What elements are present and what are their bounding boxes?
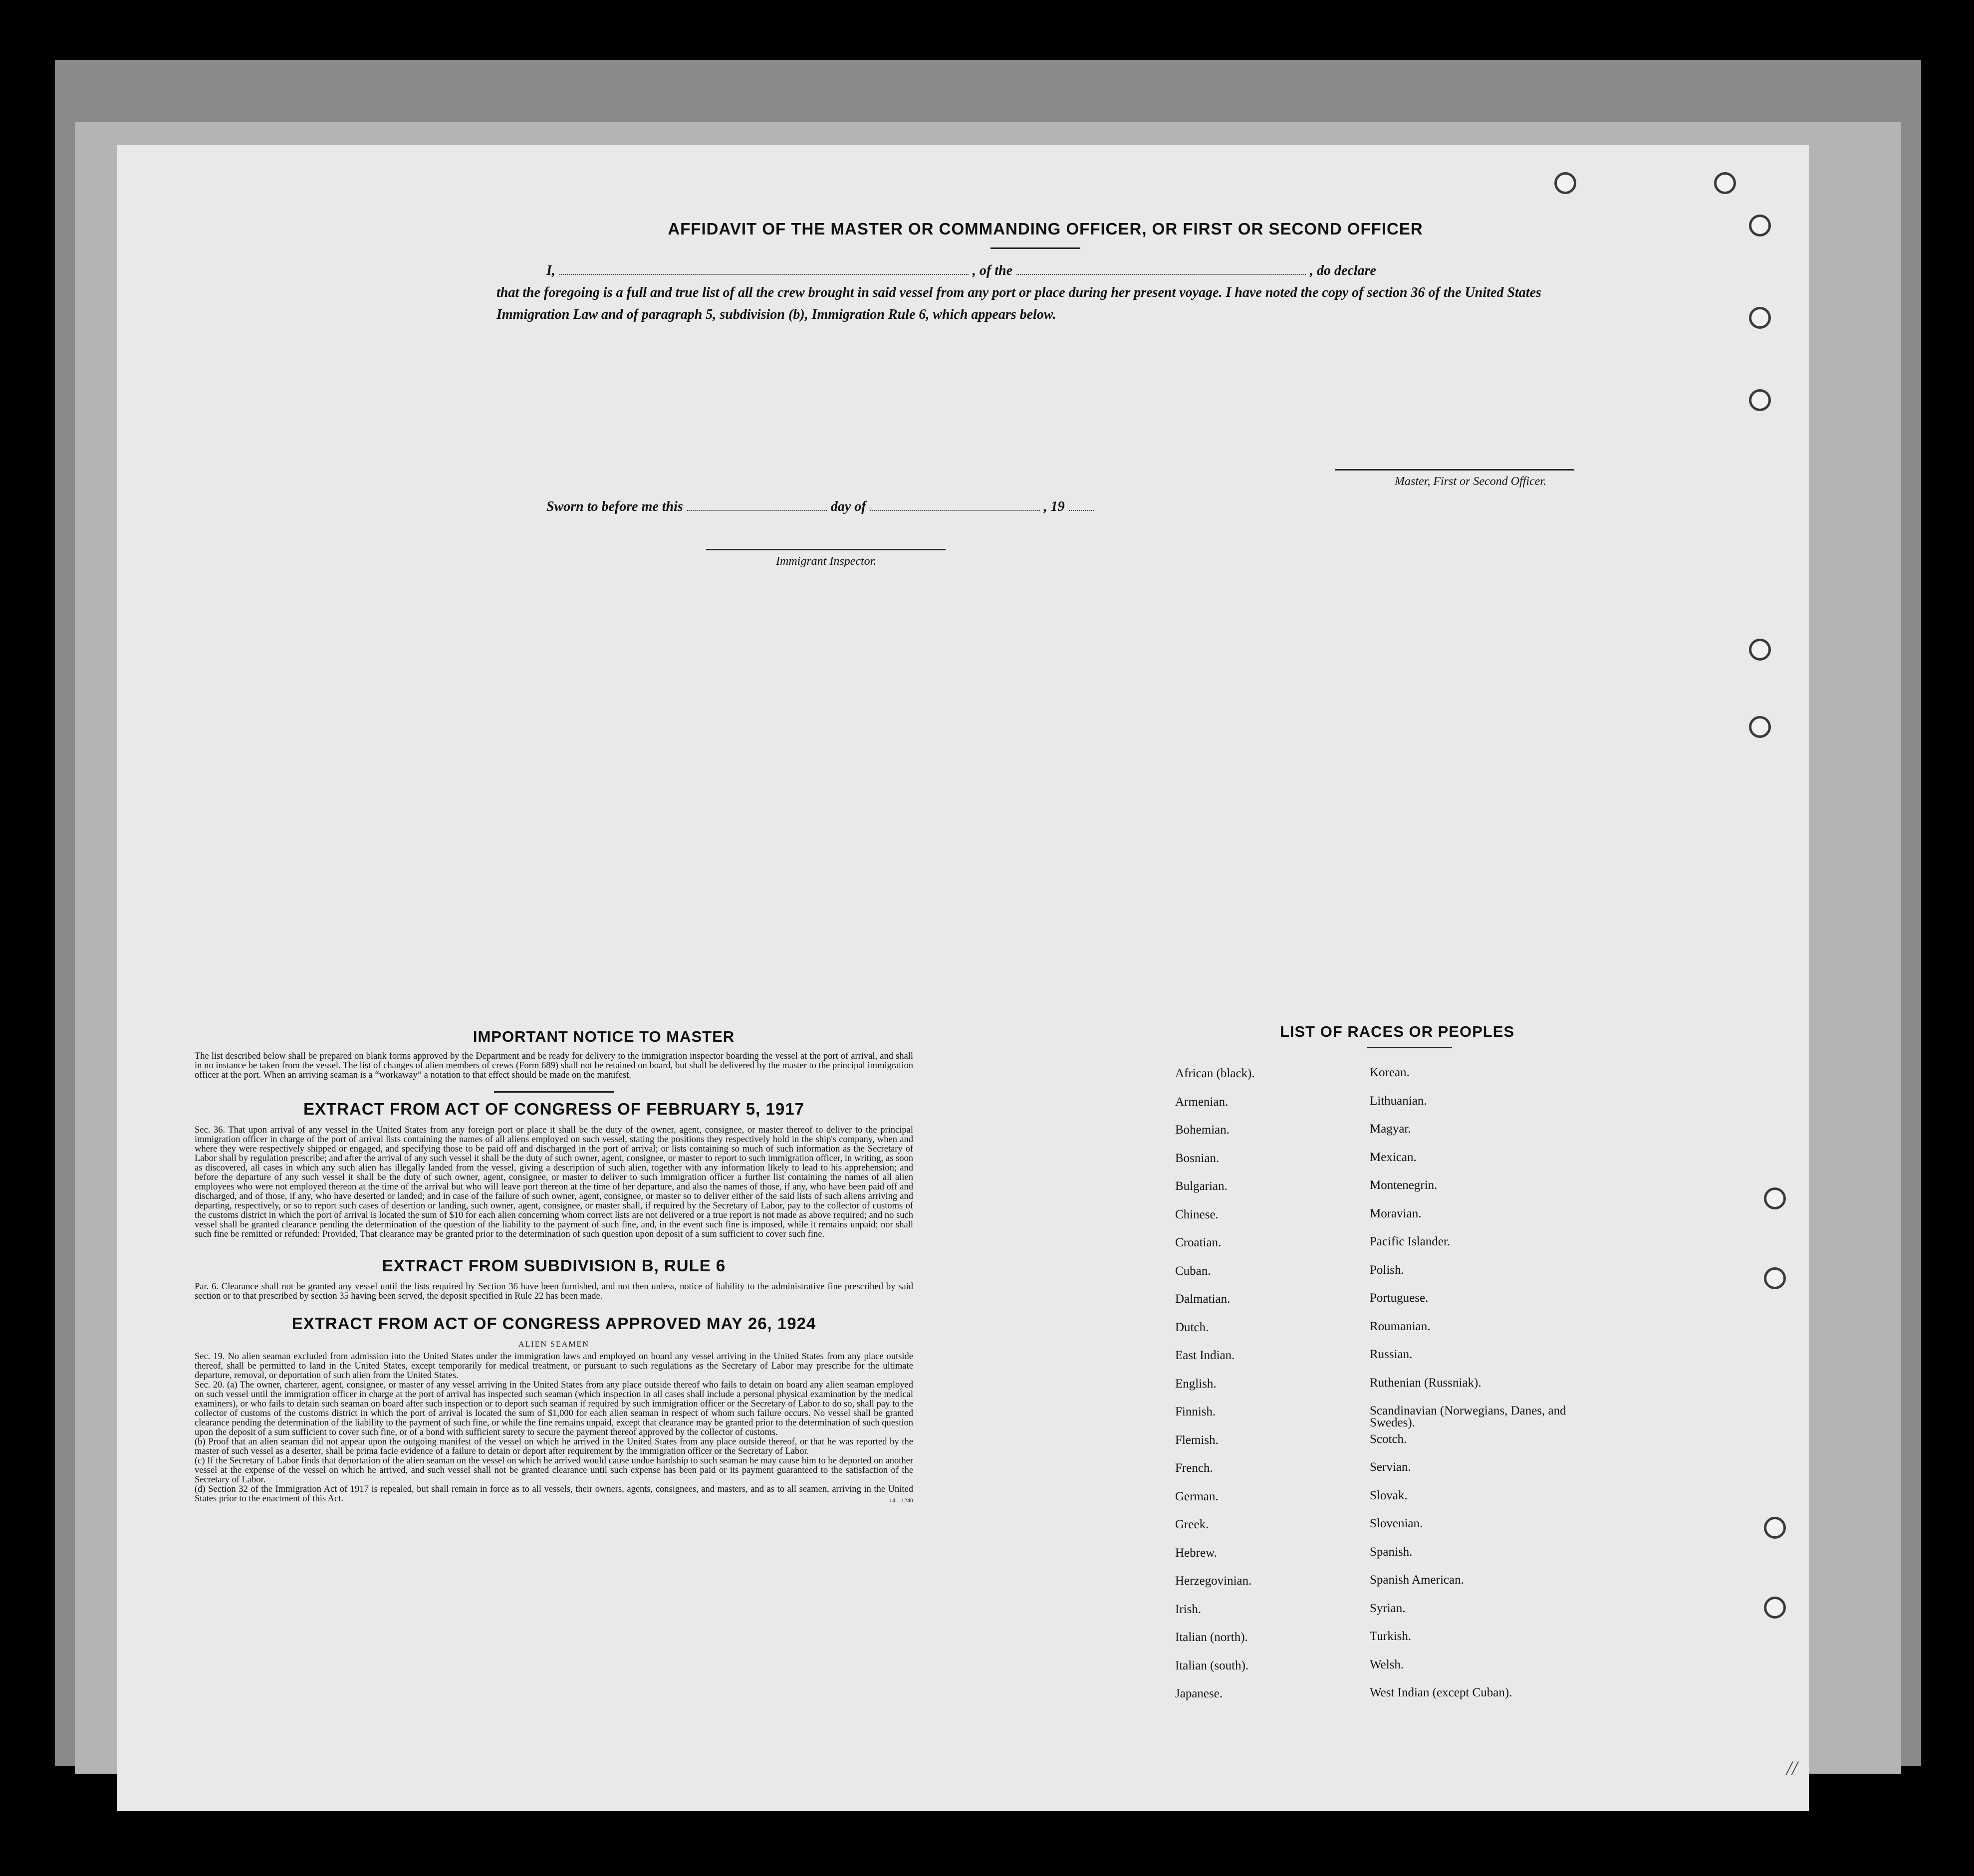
race-right-item: Pacific Islander. — [1370, 1235, 1451, 1248]
extract-1924-sec20d: (d) Section 32 of the Immigration Act of 1917 is repealed, but shall remain in force as to all vessels, their owners, agents, consignees, and masters, and as to all seamen, arriving in the United States prior to the enactment of this Act. — [195, 1484, 913, 1504]
affidavit-title: AFFIDAVIT OF THE MASTER OR COMMANDING OFFICER, OR FIRST OR SECOND OFFICER — [668, 220, 1423, 238]
race-left-item: French. — [1175, 1461, 1213, 1475]
extract-1924-sec20a: Sec. 20. (a) The owner, charterer, agent, consignee, or master of any vessel arriving in the United States from any place outside thereof who fails to detain on board any alien seaman employed on such vessel until the immigration officer in charge at the port of arrival has inspected such seaman (which inspection in all cases shall include a personal physical examination by the medical examiners), or who fails to detain such seaman on board after such inspection or to deport such seaman if required by such immigration officer or the Secretary of Labor to do so, shall pay to the collector of customs of the customs district in which the port of arrival is located the sum of $1,000 for each alien seaman in respect of whom such failure occurs. No vessel shall be granted clearance pending the determination of the liability to the payment of such fine, or while the fine remains unpaid, except that clearance may be granted prior to the determination of such question upon the deposit of a sum sufficient to cover such fine, or of a bond with sufficient surety to secure the payment thereof approved by the collector of customs. — [195, 1380, 913, 1437]
extract-1924-title: EXTRACT FROM ACT OF CONGRESS APPROVED MAY 26, 1924 — [291, 1314, 816, 1333]
race-left-item: Croatian. — [1175, 1236, 1222, 1249]
race-left-item: Bosnian. — [1175, 1151, 1220, 1165]
document-page — [117, 145, 1809, 1811]
day-of-label: day of — [830, 499, 866, 514]
race-right-item: Moravian. — [1370, 1206, 1422, 1220]
race-row — [1175, 1546, 1574, 1575]
inspector-signature-line[interactable] — [706, 549, 946, 550]
race-row — [1175, 1518, 1574, 1546]
race-row — [1175, 1292, 1574, 1321]
race-right-item: Polish. — [1370, 1263, 1404, 1277]
sworn-label: Sworn to before me this — [546, 499, 683, 514]
handwritten-mark: // — [1786, 1757, 1798, 1779]
race-row — [1175, 1433, 1574, 1462]
binder-hole-icon — [1749, 389, 1771, 411]
race-right-item: Spanish American. — [1370, 1573, 1464, 1587]
race-row — [1175, 1236, 1574, 1264]
race-right-item: Russian. — [1370, 1348, 1413, 1361]
race-left-item: Cuban. — [1175, 1264, 1211, 1278]
divider — [1367, 1047, 1452, 1048]
binder-hole-icon — [1554, 172, 1576, 194]
day-blank-field[interactable] — [687, 510, 827, 511]
race-right-item: Spanish. — [1370, 1545, 1413, 1559]
affidavit-declare-label: , do declare — [1310, 263, 1376, 278]
race-right-item: Lithuanian. — [1370, 1094, 1427, 1108]
race-left-item: Greek. — [1175, 1518, 1209, 1531]
race-right-item: Slovak. — [1370, 1488, 1408, 1502]
race-right-item: Welsh. — [1370, 1657, 1404, 1671]
race-left-item: Chinese. — [1175, 1207, 1219, 1221]
affidavit-text: that the foregoing is a full and true list of all the crew brought in said vessel from any port or place during her present voyage. I have noted the copy of section 36 of the United States Immigration Law and of paragraph 5, subdivision (b), Immigration Rule 6, which appears below. — [496, 285, 1541, 322]
race-row — [1175, 1631, 1574, 1659]
race-left-item: Finnish. — [1175, 1405, 1216, 1418]
divider — [990, 247, 1080, 249]
affidavit-i-label: I, — [546, 263, 555, 278]
master-signature-label: Master, First or Second Officer. — [1395, 475, 1546, 488]
race-right-item: Syrian. — [1370, 1601, 1406, 1615]
race-right-item: Turkish. — [1370, 1630, 1412, 1643]
affidavit-of-the-label: , of the — [972, 263, 1013, 278]
affidavit-section — [496, 220, 1574, 568]
inspector-label: Immigrant Inspector. — [776, 555, 877, 568]
race-left-item: Hebrew. — [1175, 1546, 1217, 1560]
race-row — [1175, 1264, 1574, 1293]
extract-1924-sec19: Sec. 19. No alien seaman excluded from admission into the United States under the immigration laws and employed on board any vessel arriving in the United States from any place outside thereof, shall be permitted to land in the United States, except temporarily for medical treatment, or pursuant to such regulations as the Secretary of Labor may prescribe for the ultimate departure, removal, or deportation of such alien from the United States. — [195, 1352, 913, 1381]
binder-hole-icon — [1749, 716, 1771, 738]
race-row — [1175, 1095, 1574, 1124]
race-row — [1175, 1208, 1574, 1236]
race-row — [1175, 1321, 1574, 1349]
race-row — [1175, 1659, 1574, 1687]
race-left-item: Flemish. — [1175, 1433, 1219, 1447]
race-row — [1175, 1574, 1574, 1603]
race-row — [1175, 1349, 1574, 1377]
race-right-item: Roumanian. — [1370, 1319, 1431, 1333]
binder-hole-icon — [1714, 172, 1736, 194]
year-label: , 19 — [1043, 499, 1065, 514]
race-row — [1175, 1067, 1574, 1095]
form-code: 14—1240 — [889, 1497, 913, 1504]
race-row — [1175, 1179, 1574, 1208]
race-row — [1175, 1152, 1574, 1180]
race-left-item: Bohemian. — [1175, 1123, 1230, 1137]
race-right-item: Servian. — [1370, 1460, 1411, 1474]
race-right-item: Korean. — [1370, 1066, 1410, 1079]
race-left-item: Japanese. — [1175, 1687, 1223, 1700]
race-row — [1175, 1123, 1574, 1152]
extract-rule6-title: EXTRACT FROM SUBDIVISION B, RULE 6 — [382, 1256, 726, 1275]
notice-body: The list described below shall be prepared on blank forms approved by the Department and be ready for delivery to the immigration inspector boarding the vessel at the port of arrival, and shall in no instance be taken from the vessel. The list of changes of alien members of crews (Form 689) shall not be retained on board, but shall be delivered by the master to the principal immigration officer at the port. When an arriving seaman is a “workaway” a notation to that effect should be made on the manifest. — [195, 1051, 913, 1080]
extract-rule6-body: Par. 6. Clearance shall not be granted any vessel until the lists required by Section 36 have been furnished, and not then unless, notice of liability to the administrative fine prescribed by said section or to that prescribed by section 35 having been served, the deposit specified in Rule 22 has been made. — [195, 1282, 913, 1301]
races-list — [1175, 1067, 1574, 1715]
race-left-item: African (black). — [1175, 1067, 1255, 1080]
race-row — [1175, 1405, 1574, 1433]
legal-notices — [195, 1028, 913, 1504]
race-left-item: Armenian. — [1175, 1095, 1229, 1109]
extract-1917-body: Sec. 36. That upon arrival of any vessel in the United States from any foreign port or place it shall be the duty of the owner, agent, consignee, or master thereof to deliver to the principal immigration officer in charge of the port of arrival lists containing the names of all aliens employed on such vessel, stating the positions they respectively hold in the ship's company, when and where they were respectively shipped or engaged, and specifying those to be paid off and discharged in the port of arrival; or lists containing so much of such information as the Secretary of Labor shall by regulation prescribe; and after the arrival of any such vessel it shall be the duty of such owner, agent, consignee, or master to report to such immigration officer, in writing, as soon as discovered, all cases in which any such alien has illegally landed from the vessel, giving a description of such alien, together with any information likely to lead to his apprehension; and before the departure of any such vessel it shall be the duty of such owner, agent, consignee, or master to deliver to such immigration officer a further list containing the names of all alien employees who were not employed thereon at the time of the arrival but who will leave port thereon at the time of her departure, and also the names of those, if any, who have been paid off and discharged, and of those, if any, who have deserted or landed; and in case of the failure of such owner, agent, consignee, or master so to deliver either of the said lists of such aliens arriving and departing, respectively, or so to report such cases of desertion or landing, such owner, agent, consignee, or master shall, if required by the Secretary of Labor, pay to the collector of customs of the customs district in which the port of arrival is located the sum of $10 for each alien concerning whom correct lists are not delivered or a true report is not made as above required; and no such vessel shall be granted clearance pending the determination of the question of the liability to the payment of such fine, and, in the event such fine is imposed, while it remains unpaid; nor shall such fine be remitted or refunded: Provided, That clearance may be granted prior to the determination of such question upon deposit of a sum sufficient to cover such fine. — [195, 1125, 913, 1239]
binder-hole-icon — [1764, 1597, 1786, 1619]
extract-1924-sec20c: (c) If the Secretary of Labor finds that deportation of the alien seaman on the vessel on which he arrived would cause undue hardship to such seaman he may cause him to be deported on another vessel at the expense of the vessel on which he arrived, and such vessel shall not be granted clearance until such expense has been paid or its payment guaranteed to the satisfaction of the Secretary of Labor. — [195, 1456, 913, 1485]
race-row — [1175, 1490, 1574, 1518]
race-right-item: Mexican. — [1370, 1150, 1417, 1164]
race-right-item: Montenegrin. — [1370, 1178, 1438, 1192]
race-right-item: West Indian (except Cuban). — [1370, 1686, 1512, 1699]
race-left-item: Herzegovinian. — [1175, 1574, 1252, 1588]
race-right-item: Scandinavian (Norwegians, Danes, and Swedes). — [1370, 1404, 1566, 1429]
binder-hole-icon — [1764, 1187, 1786, 1209]
race-row — [1175, 1461, 1574, 1490]
sworn-statement — [546, 499, 1098, 515]
races-title: LIST OF RACES OR PEOPLES — [1279, 1023, 1515, 1040]
race-left-item: German. — [1175, 1489, 1219, 1503]
vessel-blank-field[interactable] — [1016, 274, 1306, 275]
race-left-item: East Indian. — [1175, 1349, 1235, 1362]
binder-hole-icon — [1749, 215, 1771, 236]
extract-1924-subtitle: ALIEN SEAMEN — [518, 1340, 589, 1349]
binder-hole-icon — [1749, 307, 1771, 329]
name-blank-field[interactable] — [559, 274, 969, 275]
extract-1917-title: EXTRACT FROM ACT OF CONGRESS OF FEBRUARY 5, 1917 — [303, 1100, 804, 1118]
race-right-item: Portuguese. — [1370, 1291, 1429, 1305]
race-row — [1175, 1687, 1574, 1715]
race-left-item: Italian (south). — [1175, 1658, 1249, 1672]
binder-hole-icon — [1749, 639, 1771, 661]
race-right-item: Slovenian. — [1370, 1517, 1423, 1530]
race-row — [1175, 1377, 1574, 1406]
race-left-item: Italian (north). — [1175, 1631, 1248, 1644]
race-left-item: English. — [1175, 1377, 1217, 1391]
month-blank-field[interactable] — [870, 510, 1040, 511]
divider — [494, 1091, 614, 1093]
race-left-item: Bulgarian. — [1175, 1179, 1228, 1193]
race-left-item: Dalmatian. — [1175, 1292, 1231, 1306]
race-right-item: Magyar. — [1370, 1122, 1411, 1136]
race-left-item: Irish. — [1175, 1602, 1202, 1616]
race-left-item: Dutch. — [1175, 1320, 1209, 1334]
binder-hole-icon — [1764, 1267, 1786, 1289]
year-blank-field[interactable] — [1069, 510, 1094, 511]
race-right-item: Scotch. — [1370, 1432, 1407, 1446]
binder-hole-icon — [1764, 1517, 1786, 1539]
race-row — [1175, 1603, 1574, 1631]
race-right-item: Ruthenian (Russniak). — [1370, 1376, 1481, 1390]
notice-title: IMPORTANT NOTICE TO MASTER — [473, 1028, 735, 1045]
affidavit-body — [496, 260, 1574, 326]
extract-1924-sec20b: (b) Proof that an alien seaman did not appear upon the outgoing manifest of the vessel on which he arrived in the United States from any place outside thereof, or that he was reported by the master of such vessel as a deserter, shall be prima facie evidence of a failure to detain or deport after requirement by the immigration officer or the Secretary of Labor. — [195, 1437, 913, 1456]
master-signature-line[interactable] — [1335, 469, 1574, 470]
